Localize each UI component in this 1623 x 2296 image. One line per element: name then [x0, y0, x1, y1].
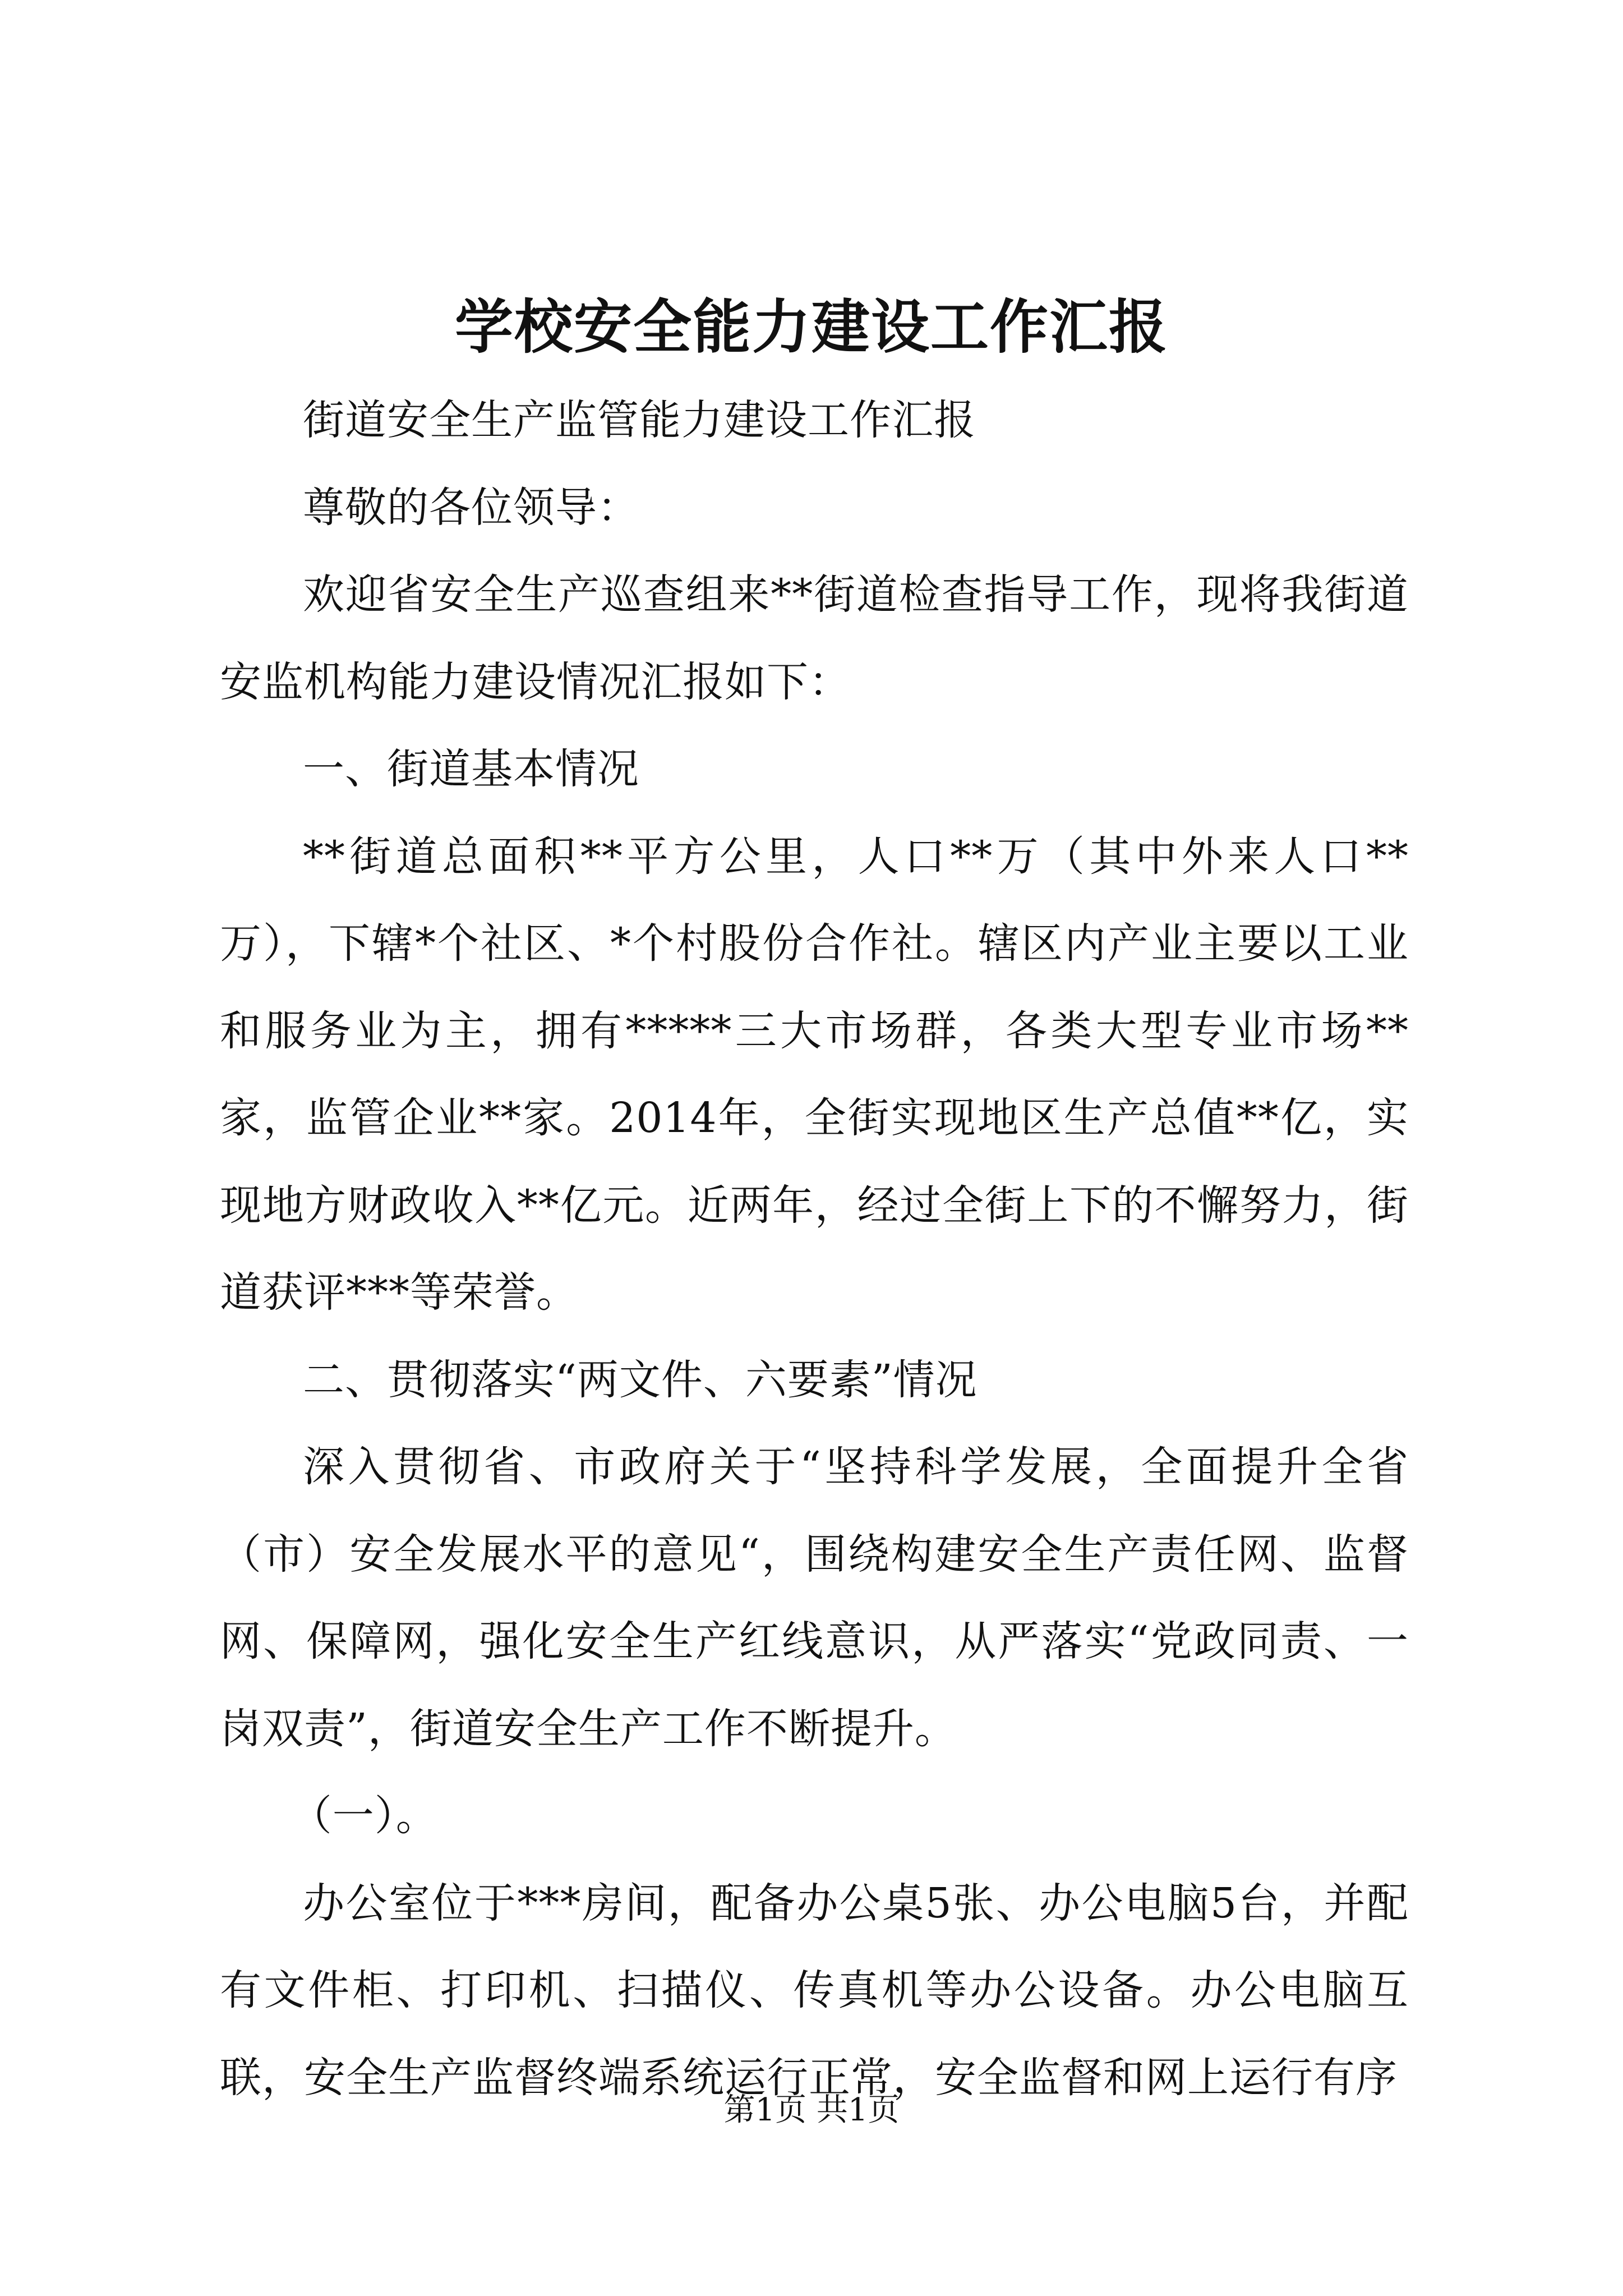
subsection-heading-1: （一）。 — [290, 1792, 438, 1840]
paragraph-intro: 欢迎省安全生产巡查组来**街道检查指导工作，现将我街道安监机构能力建设情况汇报如下： — [220, 570, 1409, 706]
page-footer: 第1页 共1页 — [723, 2092, 900, 2128]
section-heading-2: 二、贯彻落实“两文件、六要素”情况 — [303, 1355, 978, 1404]
paragraph-basic-info: **街道总面积**平方公里，人口**万（其中外来人口**万），下辖*个社区、*个村股份合作社。辖区内产业主要以工业和服务业为主，拥有*****三大市场群，各类大型专业市场**家，监管企业**家。2014年，全街实现地区生产总值**亿，实现地方财政收入**亿元。近两年，经过全街上下的不懈努力，街道获评***等荣誉。 — [220, 832, 1409, 1317]
section-heading-1: 一、街道基本情况 — [303, 745, 639, 793]
paragraph-implementation: 深入贯彻省、市政府关于“坚持科学发展，全面提升全省（市）安全发展水平的意见“，围绕构建安全生产责任网、监督网、保障网，强化安全生产红线意识，从严落实“党政同责、一岗双责”，街道安全生产工作不断提升。 — [220, 1443, 1409, 1753]
document-title: 学校安全能力建设工作汇报 — [454, 292, 1168, 361]
paragraph-office: 办公室位于***房间，配备办公桌5张、办公电脑5台，并配有文件柜、打印机、扫描仪、传真机等办公设备。办公电脑互联，安全生产监督终端系统运行正常，安全监督和网上运行有序 — [220, 1879, 1409, 2102]
document-body — [220, 377, 1409, 2122]
paragraph-salutation: 尊敬的各位领导： — [303, 483, 639, 532]
paragraph-subtitle: 街道安全生产监管能力建设工作汇报 — [303, 396, 976, 444]
